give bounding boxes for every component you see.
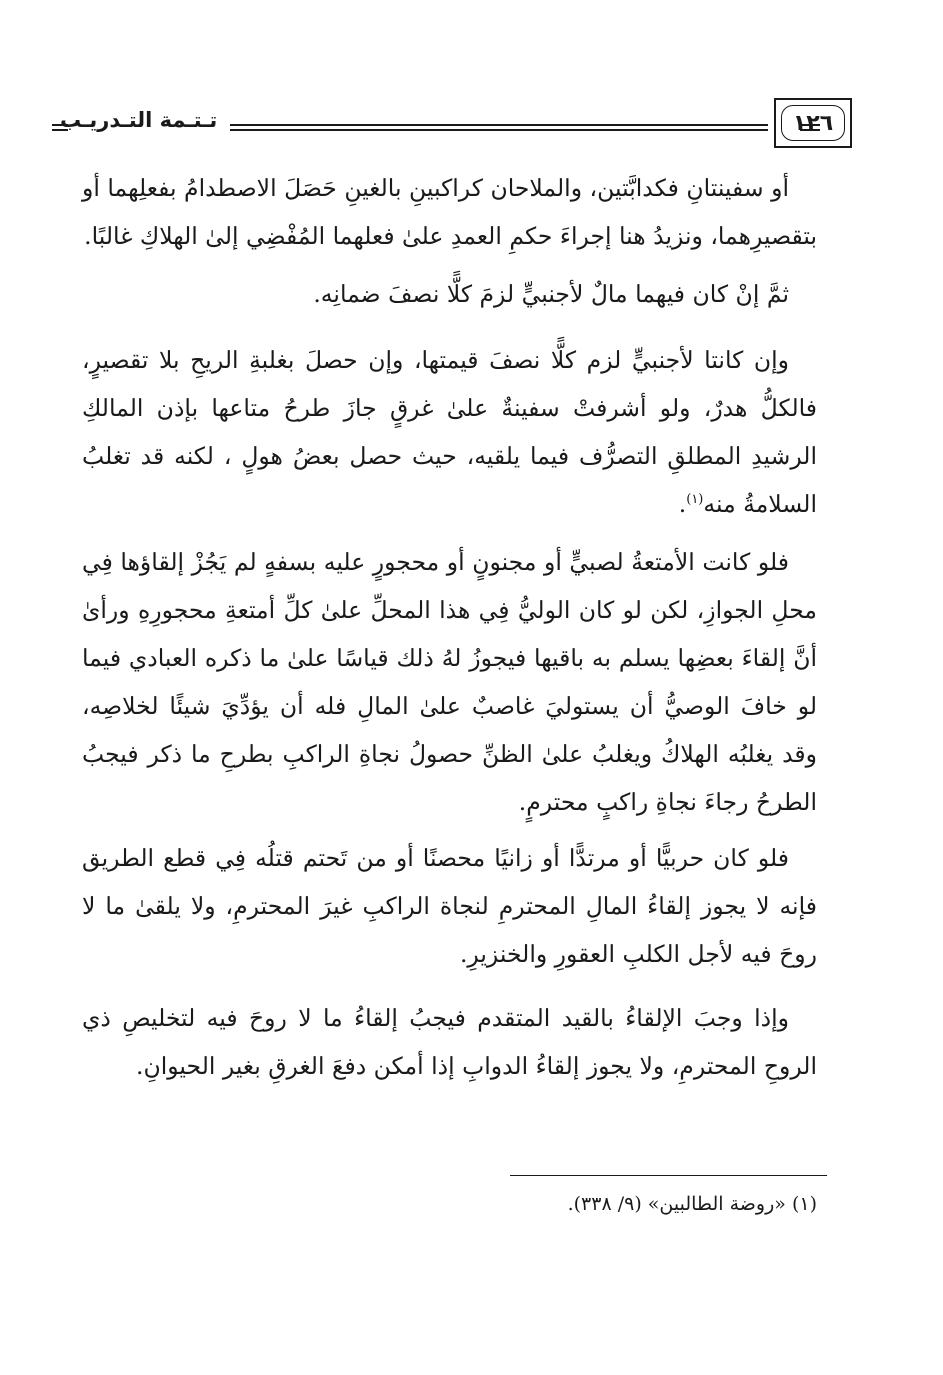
running-title: تـتـمة التـدريـب (60, 108, 218, 132)
header-rule-long (230, 124, 768, 131)
paragraph-end: . (678, 490, 687, 518)
paragraph: وإذا وجبَ الإلقاءُ بالقيد المتقدم فيجبُ إلقاءُ ما لا روحَ فيه لتخليصِ ذي الروحِ المحترمِ، ولا يجوز إلقاءُ الدوابِ إذا أمكن دفعَ الغرقِ بغير الحيوانِ. (82, 1004, 817, 1080)
page-number: ١٢٦ (781, 105, 845, 141)
paragraph: فلو كان حربيًّا أو مرتدًّا أو زانيًا محصنًا أو من تَحتم قتلُه فِي قطع الطريق فإنه لا يجوز إلقاءُ المالِ المحترمِ لنجاة الراكبِ غيرَ المحترمِ، ولا يلقىٰ ما لا روحَ فيه لأجل الكلبِ العقورِ والخنزيرِ. (82, 844, 817, 968)
main-text (82, 164, 817, 1100)
header-rule-right (800, 124, 820, 131)
footnote-separator (510, 1175, 827, 1176)
paragraph (82, 336, 817, 528)
paragraph: أو سفينتانِ فكدابَّتين، والملاحان كراكبينِ بالغينِ حَصَلَ الاصطدامُ بفعلِهما أو بتقصيرِهما، ونزيدُ هنا إجراءَ حكمِ العمدِ علىٰ فعلهما المُفْضِي إلىٰ الهلاكِ غالبًا. (82, 174, 817, 250)
footnote-reference: (١) (686, 492, 704, 508)
paragraph-text: وإن كانتا لأجنبيٍّ لزم كلًّا نصفَ قيمتها، وإن حصلَ بغلبةِ الريحِ بلا تقصيرٍ، فالكلُّ هدرٌ، ولو أشرفتْ سفينةٌ علىٰ غرقٍ جازَ طرحُ متاعها بإذن المالكِ الرشيدِ المطلقِ التصرُّف فيما يلقيه، حيث حصل بعضُ هولٍ ، لكنه قد تغلبُ السلامةُ منه (82, 346, 817, 518)
running-header (60, 98, 834, 158)
page-number-frame (774, 98, 852, 148)
paragraph: ثمَّ إنْ كان فيهما مالٌ لأجنبيٍّ لزمَ كلًّا نصفَ ضمانِه. (313, 280, 789, 308)
paragraph: فلو كانت الأمتعةُ لصبيٍّ أو مجنونٍ أو محجورٍ عليه بسفهٍ لم يَجُزْ إلقاؤها فِي محلِ الجوازِ، لكن لو كان الوليُّ فِي هذا المحلِّ علىٰ كلِّ أمتعةِ محجورِهِ ورأىٰ أنَّ إلقاءَ بعضِها يسلم به باقيها فيجوزُ لهُ ذلك قياسًا علىٰ ما ذكره العبادي فيما لو خافَ الوصيُّ أن يستوليَ غاصبٌ علىٰ المالِ فله أن يؤدِّيَ شيئًا لخلاصِه، وقد يغلبُه الهلاكُ ويغلبُ علىٰ الظنِّ حصولُ نجاةِ الراكبِ بطرحِ ما ذكر فيجبُ الطرحُ رجاءَ نجاةِ راكبٍ محترمٍ. (82, 548, 817, 816)
footnote: (١) «روضة الطالبين» (٩/ ٣٣٨). (567, 1193, 817, 1215)
